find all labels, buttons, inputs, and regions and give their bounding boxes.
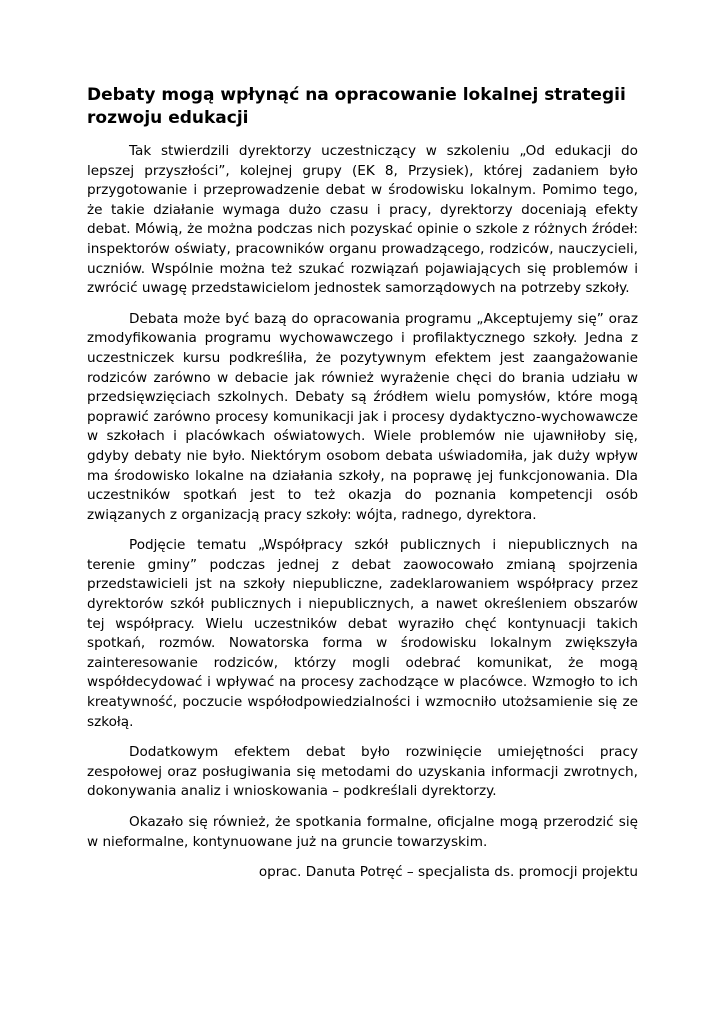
paragraph-1: Tak stwierdzili dyrektorzy uczestniczący w szkoleniu „Od edukacji do lepszej przyszłości”, kolejnej grupy (EK 8, Przysiek), której zadaniem było przygotowanie i przeprowadzenie debat w środowisku lokalnym. Pomimo tego, że takie działanie wymaga dużo czasu i pracy, dyrektorzy doceniają efekty debat. Mówią, że można podczas nich pozyskać opinie o szkole z różnych źródeł: inspektorów oświaty, pracowników organu prowadzącego, rodziców, nauczycieli, uczniów. Wspólnie można też szukać rozwiązań pojawiających się problemów i zwrócić uwagę przedstawicielom jednostek samorządowych na potrzeby szkoły. <box>87 143 638 297</box>
paragraph-3: Podjęcie tematu „Współpracy szkół publicznych i niepublicznych na terenie gminy” podczas jednej z debat zaowocowało zmianą spojrzenia przedstawicieli jst na szkoły niepubliczne, zadeklarowaniem współpracy przez dyrektorów szkół publicznych i niepublicznych, a nawet określeniem obszarów tej współpracy. Wielu uczestników debat wyraziło chęć kontynuacji takich spotkań, rozmów. Nowatorska forma w środowisku lokalnym zwiększyła zainteresowanie rodziców, którzy mogli odebrać komunikat, że mogą współdecydować i wpływać na procesy zachodzące w placówce. Wzmogło to ich kreatywność, poczucie współodpowiedzialności i wzmocniło utożsamienie się ze szkołą. <box>87 537 638 730</box>
author-signature: oprac. Danuta Potręć – specjalista ds. promocji projektu <box>258 864 638 881</box>
paragraph-2: Debata może być bazą do opracowania programu „Akceptujemy się” oraz zmodyfikowania programu wychowawczego i profilaktycznego szkoły. Jedna z uczestniczek kursu podkreśliła, że pozytywnym efektem jest zaangażowanie rodziców zarówno w debacie jak również wyrażenie chęci do brania udziału w przedsięwzięciach szkolnych. Debaty są źródłem wielu pomysłów, które mogą poprawić zarówno procesy komunikacji jak i procesy dydaktyczno-wychowawcze w szkołach i placówkach oświatowych. Wiele problemów nie ujawniłoby się, gdyby debaty nie było. Niektórym osobom debata uświadomiła, jak duży wpływ ma środowisko lokalne na działania szkoły, na poprawę jej funkcjonowania. Dla uczestników spotkań jest to też okazja do poznania kompetencji osób związanych z organizacją pracy szkoły: wójta, radnego, dyrektora. <box>87 310 638 523</box>
paragraph-4: Dodatkowym efektem debat było rozwinięcie umiejętności pracy zespołowej oraz posługiwania się metodami do uzyskania informacji zwrotnych, dokonywania analiz i wnioskowania – podkreślali dyrektorzy. <box>87 744 638 800</box>
paragraph-5: Okazało się również, że spotkania formalne, oficjalne mogą przerodzić się w nieformalne, kontynuowane już na gruncie towarzyskim. <box>87 814 638 850</box>
article-title: Debaty mogą wpłynąć na opracowanie lokalnej strategii rozwoju edukacji <box>87 85 626 128</box>
document-page <box>87 84 638 883</box>
